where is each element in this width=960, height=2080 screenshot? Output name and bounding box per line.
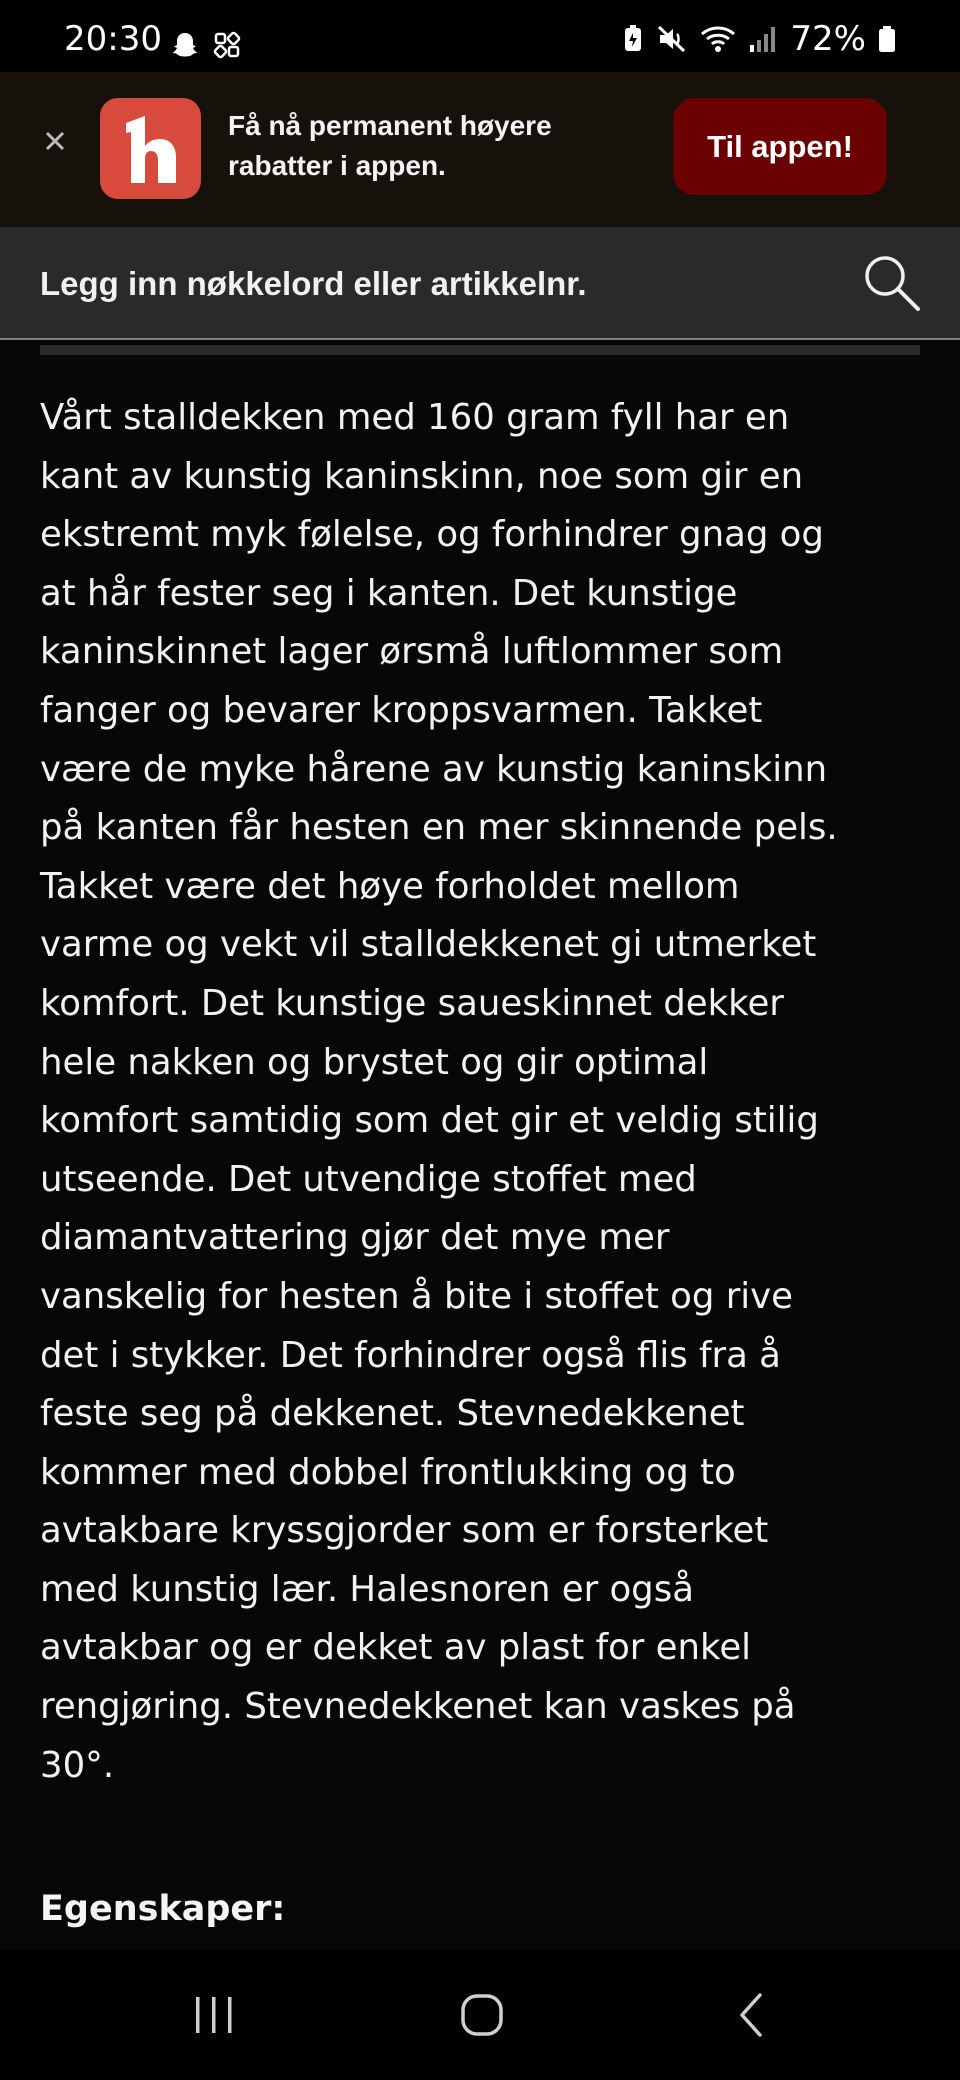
description-line: kaninskinnet lager ørsmå luftlommer som xyxy=(40,631,784,673)
description-line: avtakbare kryssgjorder som er forsterket xyxy=(40,1510,769,1552)
promo-text-line: rabatter i appen. xyxy=(228,150,446,181)
back-button[interactable] xyxy=(692,1950,812,2080)
description-line: ekstremt myk følelse, og forhindrer gnag og xyxy=(40,514,824,556)
open-app-button[interactable]: Til appen! xyxy=(673,98,887,195)
status-right-icons xyxy=(622,19,896,59)
description-line: avtakbar og er dekket av plast for enkel xyxy=(40,1627,752,1669)
description-line: utseende. Det utvendige stoffet med xyxy=(40,1158,697,1200)
battery-icon xyxy=(878,24,896,54)
description-line: komfort. Det kunstige saueskinnet dekker xyxy=(40,982,784,1024)
search-input[interactable]: Legg inn nøkkelord eller artikkelnr. xyxy=(40,264,587,302)
status-left-icons xyxy=(170,30,242,64)
wifi-icon xyxy=(700,24,736,54)
description-line: 30°. xyxy=(40,1744,115,1786)
description-line: Vårt stalldekken med 160 gram fyll har en xyxy=(40,397,790,438)
promo-message xyxy=(228,106,588,186)
status-time: 20:30 xyxy=(64,19,162,59)
back-icon xyxy=(728,1991,776,2039)
status-bar xyxy=(0,0,960,72)
recent-apps-button[interactable] xyxy=(154,1950,274,2080)
description-line: Takket være det høye forholdet mellom xyxy=(40,865,740,907)
close-icon[interactable] xyxy=(38,124,72,158)
search-bar[interactable] xyxy=(0,227,960,340)
description-line: være de myke hårene av kunstig kaninskinn xyxy=(40,748,828,790)
description-line: kant av kunstig kaninskinn, noe som gir en xyxy=(40,455,804,497)
description-line: feste seg på dekkenet. Stevnedekkenet xyxy=(40,1393,745,1435)
description-line: kommer med dobbel frontlukking og to xyxy=(40,1451,736,1493)
description-line: rengjøring. Stevnedekkenet kan vaskes på xyxy=(40,1686,796,1728)
recent-apps-icon xyxy=(190,1991,238,2039)
description-line: fanger og bevarer kroppsvarmen. Takket xyxy=(40,689,763,731)
product-description xyxy=(40,389,920,1795)
description-line: at hår fester seg i kanten. Det kunstige xyxy=(40,572,738,614)
app-promo-banner xyxy=(0,72,960,227)
description-line: diamantvattering gjør det mye mer xyxy=(40,1217,670,1259)
battery-saver-icon xyxy=(622,24,644,54)
app-grid-icon xyxy=(212,30,242,64)
features-heading: Egenskaper: xyxy=(40,1889,286,1929)
description-line: komfort samtidig som det gir et veldig stilig xyxy=(40,1100,819,1142)
mute-icon xyxy=(656,24,688,54)
description-line: hele nakken og brystet og gir optimal xyxy=(40,1041,709,1083)
battery-percent: 72% xyxy=(790,19,866,59)
description-line: varme og vekt vil stalldekkenet gi utmerket xyxy=(40,924,817,966)
app-logo-h-icon xyxy=(100,98,201,199)
search-icon[interactable] xyxy=(860,251,924,315)
promo-text-line: Få nå permanent høyere xyxy=(228,110,552,141)
description-line: på kanten får hesten en mer skinnende pels. xyxy=(40,807,838,849)
app-logo xyxy=(100,98,201,199)
divider xyxy=(40,345,920,355)
home-icon xyxy=(458,1991,506,2039)
description-line: med kunstig lær. Halesnoren er også xyxy=(40,1568,694,1610)
navigation-bar xyxy=(0,1950,960,2080)
description-line: vanskelig for hesten å bite i stoffet og rive xyxy=(40,1275,794,1317)
signal-icon xyxy=(748,24,778,54)
description-line: det i stykker. Det forhindrer også flis fra å xyxy=(40,1334,781,1376)
snapchat-icon xyxy=(170,30,200,64)
home-button[interactable] xyxy=(422,1950,542,2080)
